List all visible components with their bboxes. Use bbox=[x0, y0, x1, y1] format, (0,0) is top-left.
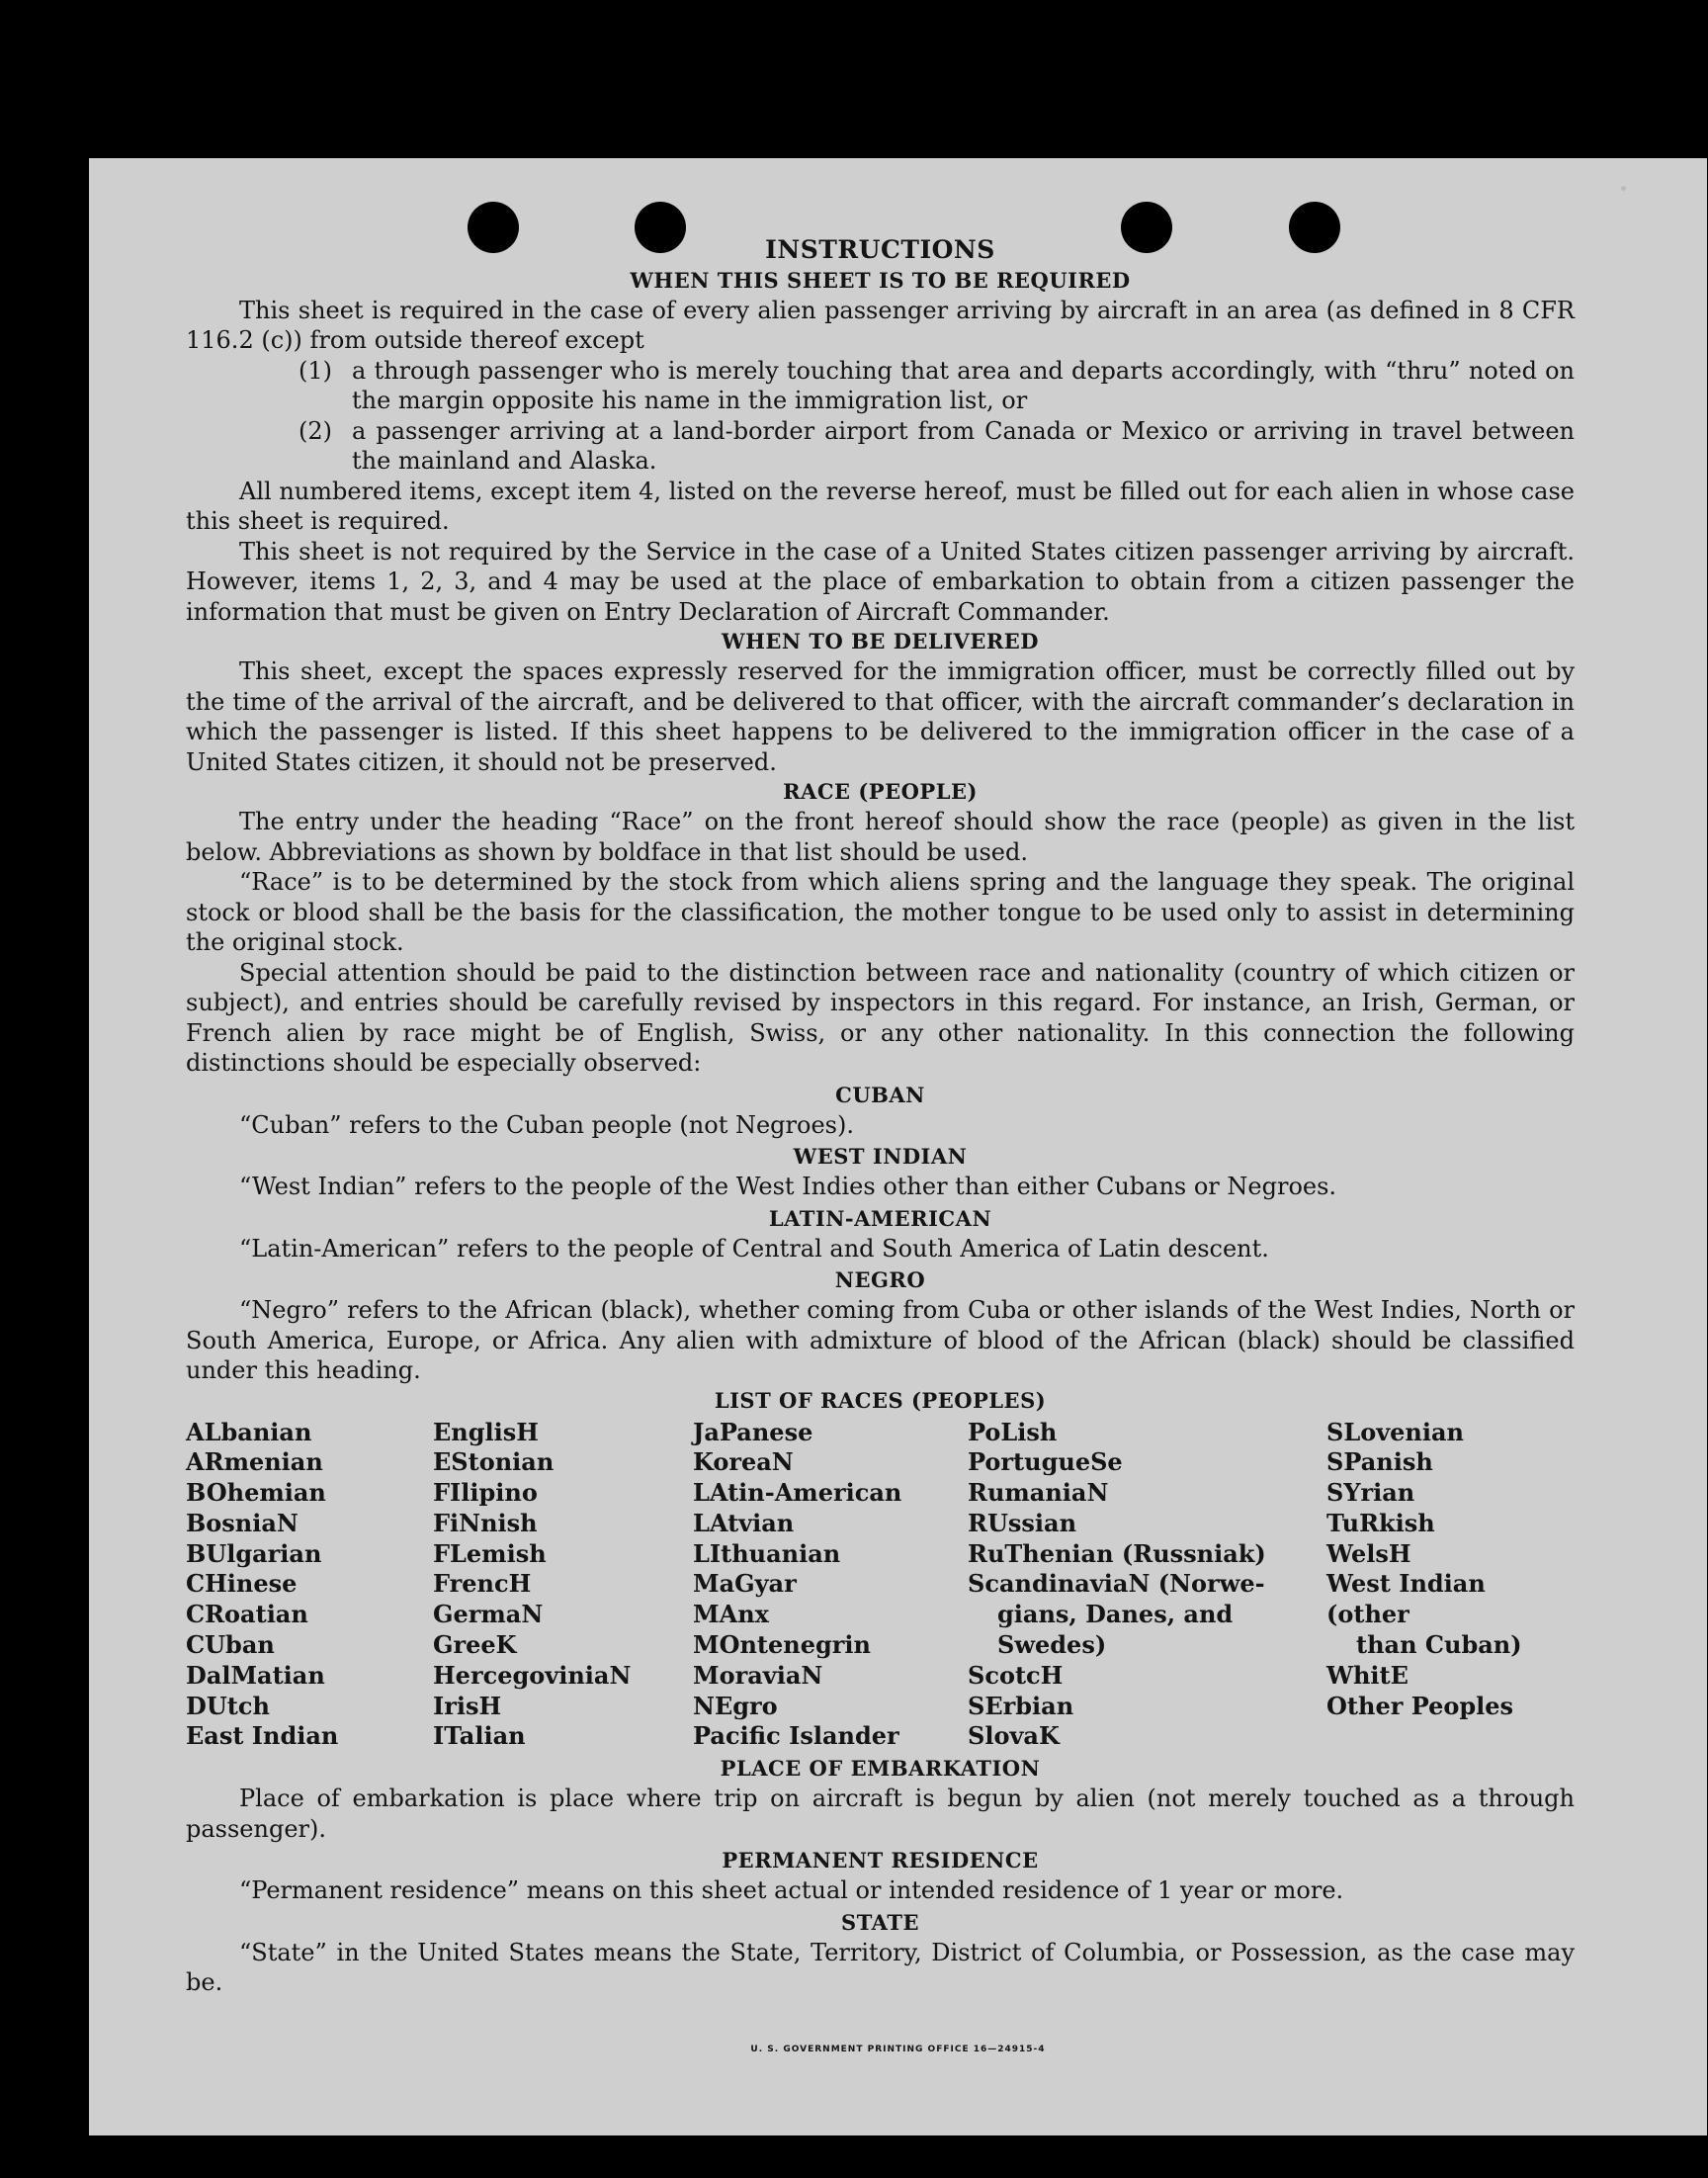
race-entry: GermaN bbox=[433, 1600, 544, 1629]
race-entry: LIthuanian bbox=[693, 1538, 841, 1568]
race-entry: SlovaK bbox=[968, 1721, 1060, 1751]
race-entry: ARmenian bbox=[186, 1447, 323, 1477]
race-entry: GreeK bbox=[433, 1630, 517, 1660]
race-entry: CHinese bbox=[186, 1569, 298, 1599]
race-entry: BosniaN bbox=[186, 1508, 299, 1537]
race-entry: Pacific Islander bbox=[693, 1721, 899, 1751]
section-heading: LIST OF RACES (PEOPLES) bbox=[714, 1387, 1047, 1413]
race-entry: NEgro bbox=[693, 1691, 778, 1720]
section-heading: CUBAN bbox=[835, 1082, 925, 1107]
paragraph: “Negro” refers to the African (black), whether coming from Cuba or other islands of the West Indies, North or South America, Europe, or Africa. Any alien with admixture of blood of the African (black) should be classified under this heading. bbox=[186, 1296, 1575, 1384]
printer-imprint: U. S. GOVERNMENT PRINTING OFFICE 16—24915-4 bbox=[750, 2045, 1046, 2054]
race-entry: Other Peoples bbox=[1326, 1691, 1514, 1720]
race-entry: ALbanian bbox=[186, 1417, 312, 1446]
races-column bbox=[693, 1418, 968, 1753]
paragraph: Special attention should be paid to the distinction between race and nationality (country of which citizen or subject), and entries should be carefully revised by inspectors in this regard. For instance, an Irish, German, or French alien by race might be of English, Swiss, or any other nationality. In this connection the following distinctions should be especially observed: bbox=[186, 958, 1575, 1077]
race-entry: than Cuban) bbox=[1356, 1630, 1522, 1660]
race-entry: SErbian bbox=[968, 1691, 1074, 1720]
race-entry: BUlgarian bbox=[186, 1538, 322, 1568]
races-column bbox=[968, 1418, 1326, 1753]
race-entry: WelsH bbox=[1326, 1538, 1411, 1568]
race-entry: WhitE bbox=[1326, 1660, 1409, 1690]
race-entry: EStonian bbox=[433, 1447, 555, 1477]
list-item: (2) a passenger arriving at a land-border airport from Canada or Mexico or arriving in travel between the mainland and Alaska. bbox=[299, 416, 1575, 475]
section-heading: WHEN THIS SHEET IS TO BE REQUIRED bbox=[630, 267, 1131, 293]
paragraph: All numbered items, except item 4, listed on the reverse hereof, must be filled out for each alien in whose case this sheet is required. bbox=[186, 477, 1575, 535]
paragraph: This sheet, except the spaces expressly reserved for the immigration officer, must be correctly filled out by the time of the arrival of the aircraft, and be delivered to that officer, with the aircraft commander’s declaration in which the passenger is listed. If this sheet happens to be delivered to the immigration officer in the case of a United States citizen, it should not be preserved. bbox=[186, 657, 1575, 776]
race-entry: RumaniaN bbox=[968, 1478, 1109, 1508]
race-entry: DUtch bbox=[186, 1691, 270, 1720]
race-entry: KoreaN bbox=[693, 1447, 794, 1477]
paragraph: The entry under the heading “Race” on the front hereof should show the race (people) as given in the list below. Abbreviations as shown by boldface in that list should be used. bbox=[186, 808, 1575, 866]
race-entry: East Indian bbox=[186, 1721, 339, 1751]
race-entry: FiNnish bbox=[433, 1508, 538, 1537]
races-column bbox=[186, 1418, 433, 1753]
paragraph: This sheet is not required by the Service in the case of a United States citizen passenger arriving by aircraft. However, items 1, 2, 3, and 4 may be used at the place of embarkation to obtain from a citizen passenger the information that must be given on Entry Declaration of Aircraft Commander. bbox=[186, 537, 1575, 626]
race-entry: Swedes) bbox=[997, 1630, 1107, 1660]
section-heading: PLACE OF EMBARKATION bbox=[720, 1756, 1041, 1782]
section-heading: WEST INDIAN bbox=[793, 1144, 968, 1169]
race-entry: IrisH bbox=[433, 1691, 502, 1720]
race-entry: CUban bbox=[186, 1630, 275, 1660]
race-entry: gians, Danes, and bbox=[997, 1600, 1234, 1629]
section-heading: PERMANENT RESIDENCE bbox=[722, 1848, 1039, 1873]
race-entry: FIlipino bbox=[433, 1478, 538, 1508]
race-entry: PortugueSe bbox=[968, 1447, 1123, 1477]
race-entry: RuThenian (Russniak) bbox=[968, 1538, 1266, 1568]
section-heading: LATIN-AMERICAN bbox=[768, 1205, 992, 1231]
instructions-content bbox=[186, 235, 1575, 1998]
race-entry: ITalian bbox=[433, 1721, 526, 1751]
race-entry: SLovenian bbox=[1326, 1417, 1464, 1446]
races-column bbox=[433, 1418, 693, 1753]
paragraph: “Latin-American” refers to the people of Central and South America of Latin descent. bbox=[239, 1234, 1269, 1263]
race-entry: MoraviaN bbox=[693, 1660, 823, 1690]
paragraph: “Permanent residence” means on this sheet actual or intended residence of 1 year or more. bbox=[239, 1876, 1344, 1905]
race-entry: MAnx bbox=[693, 1600, 769, 1629]
race-entry: FrencH bbox=[433, 1569, 532, 1599]
document-page bbox=[89, 158, 1707, 2135]
race-entry: TuRkish bbox=[1326, 1508, 1435, 1537]
race-entry: LAtvian bbox=[693, 1508, 795, 1537]
race-entry: RUssian bbox=[968, 1508, 1077, 1537]
race-entry: ScandinaviaN (Norwe- bbox=[968, 1569, 1265, 1599]
races-column bbox=[1326, 1418, 1575, 1753]
race-entry: FLemish bbox=[433, 1538, 547, 1568]
paragraph: “State” in the United States means the State, Territory, District of Columbia, or Possession, as the case may be. bbox=[186, 1938, 1575, 1997]
race-entry: West Indian (other bbox=[1326, 1569, 1486, 1629]
race-entry: MaGyar bbox=[693, 1569, 797, 1599]
paragraph: “Cuban” refers to the Cuban people (not Negroes). bbox=[239, 1110, 854, 1139]
paragraph: This sheet is required in the case of every alien passenger arriving by aircraft in an area (as defined in 8 CFR 116.2 (c)) from outside thereof except bbox=[186, 296, 1575, 354]
race-entry: JaPanese bbox=[693, 1417, 813, 1446]
page-title: INSTRUCTIONS bbox=[765, 235, 995, 264]
race-entry: CRoatian bbox=[186, 1600, 308, 1629]
race-entry: ScotcH bbox=[968, 1660, 1064, 1690]
paragraph: Place of embarkation is place where trip on aircraft is begun by alien (not merely touched as a through passenger). bbox=[186, 1785, 1575, 1843]
races-table bbox=[186, 1418, 1575, 1753]
race-entry: LAtin-American bbox=[693, 1478, 902, 1508]
race-entry: HercegoviniaN bbox=[433, 1660, 632, 1690]
list-item: (1) a through passenger who is merely touching that area and departs accordingly, with “thru” noted on the margin opposite his name in the immigration list, or bbox=[299, 356, 1575, 414]
section-heading: WHEN TO BE DELIVERED bbox=[721, 629, 1039, 653]
section-heading: NEGRO bbox=[834, 1267, 926, 1292]
section-heading: RACE (PEOPLE) bbox=[783, 779, 978, 804]
race-entry: EnglisH bbox=[433, 1417, 539, 1446]
race-entry: SPanish bbox=[1326, 1447, 1433, 1477]
paragraph: “Race” is to be determined by the stock from which aliens spring and the language they speak. The original stock or blood shall be the basis for the classification, the mother tongue to be used only to assist in determining the original stock. bbox=[186, 868, 1575, 956]
paragraph: “West Indian” refers to the people of the West Indies other than either Cubans or Negroes. bbox=[239, 1173, 1337, 1200]
section-heading: STATE bbox=[841, 1909, 919, 1935]
race-entry: BOhemian bbox=[186, 1478, 326, 1508]
race-entry: MOntenegrin bbox=[693, 1630, 871, 1660]
race-entry: DalMatian bbox=[186, 1660, 325, 1690]
race-entry: SYrian bbox=[1326, 1478, 1415, 1508]
race-entry: PoLish bbox=[968, 1417, 1058, 1446]
